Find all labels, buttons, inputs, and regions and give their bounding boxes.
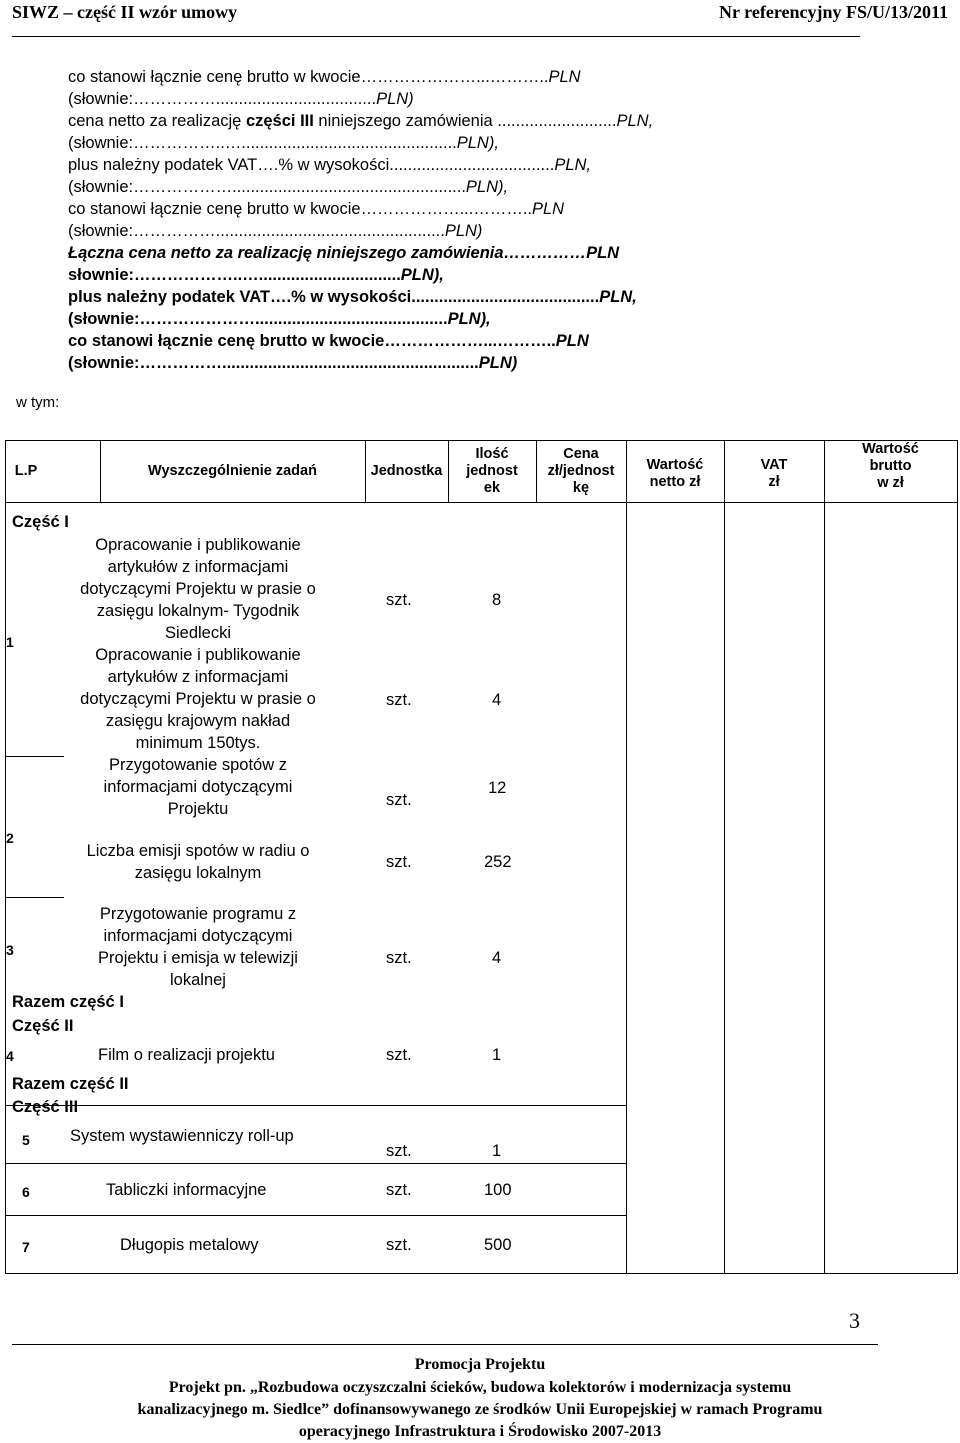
price-line-post: PLN <box>531 200 565 218</box>
grid-line <box>6 1105 626 1106</box>
header-unit: Jednostka <box>370 463 443 479</box>
grid-line <box>824 441 825 1273</box>
desc-line: dotyczącymi Projektu w prasie o <box>80 580 316 598</box>
price-line-pre: co stanowi łącznie cenę brutto w kwocie <box>68 332 385 350</box>
item-3-unit: szt. <box>386 949 412 967</box>
item-1a-qty: 8 <box>492 591 502 609</box>
grid-line <box>6 1215 626 1216</box>
price-line-post: PLN <box>555 332 589 350</box>
price-line-post: PLN), <box>447 310 491 328</box>
desc-line: lokalnej <box>170 971 226 989</box>
desc-line: zasięgu lokalnym- Tygodnik <box>96 602 300 620</box>
header-right: Nr referencyjny FS/U/13/2011 <box>719 2 948 22</box>
header-price-line: kę <box>572 480 590 496</box>
header-net <box>626 457 724 491</box>
price-line <box>68 132 499 154</box>
desc-line: Liczba emisji spotów w radiu o <box>86 842 310 860</box>
header-left: SIWZ – część II wzór umowy <box>12 2 238 22</box>
price-line-pre: plus należny podatek VAT….% w wysokości <box>68 288 412 306</box>
sum-part-2: Razem część II <box>12 1075 129 1093</box>
price-line-dots: …………………...……….. <box>360 68 549 86</box>
item-1b-desc <box>62 644 334 754</box>
header-gross-line: w zł <box>877 475 904 491</box>
part-2-label: Część II <box>12 1017 74 1035</box>
price-line-pre: co stanowi łącznie cenę brutto w kwocie <box>68 68 361 86</box>
price-line-dots: ………………...……….. <box>384 332 556 350</box>
footer-line-3: kanalizacyjnego m. Siedlce” dofinansowywanego ze środków Unii Europejskiej w ramach Programu <box>137 1401 823 1418</box>
price-line-strong: części III <box>245 112 314 130</box>
price-line-dots: …………… <box>503 244 587 262</box>
price-line-post: PLN, <box>554 156 592 174</box>
header-gross-line: Wartość <box>862 441 919 457</box>
header-qty <box>448 446 536 497</box>
row-lp-7: 7 <box>22 1239 30 1255</box>
header-gross-line: brutto <box>869 458 912 474</box>
price-line-post: PLN), <box>465 178 509 196</box>
desc-line: Siedlecki <box>164 624 232 642</box>
footer-rule <box>12 1344 878 1345</box>
item-4-desc: Film o realizacji projektu <box>98 1046 275 1064</box>
price-line-dots: ......................................... <box>411 288 600 306</box>
task-table <box>5 440 958 1274</box>
grid-line <box>6 502 957 503</box>
price-line-dots: ……………........................................................ <box>139 354 479 372</box>
price-line <box>68 176 508 198</box>
item-7-qty: 500 <box>484 1236 512 1254</box>
item-3-qty: 4 <box>492 949 502 967</box>
item-2b-unit: szt. <box>386 853 412 871</box>
price-line-pre: (słownie: <box>68 354 140 372</box>
header-qty-line: Ilość <box>475 446 509 462</box>
part-1-label: Część I <box>12 513 69 531</box>
price-line <box>68 110 653 132</box>
price-line-dots: …………….................................................. <box>133 222 445 240</box>
desc-line: Projektu <box>167 800 229 818</box>
price-line-post: PLN) <box>478 354 518 372</box>
header-price <box>536 446 626 497</box>
row-lp-1: 1 <box>6 634 14 650</box>
item-2b-desc <box>62 840 334 884</box>
header-vat <box>724 457 824 491</box>
desc-line: Przygotowanie spotów z <box>109 756 287 774</box>
row-lp-4: 4 <box>6 1048 14 1064</box>
header-vat-line: zł <box>768 474 780 490</box>
price-line-dots: ………………….......................................... <box>139 310 448 328</box>
price-line-dots: .......................... <box>497 112 617 130</box>
item-5-qty: 1 <box>492 1142 502 1160</box>
grid-line <box>6 897 64 898</box>
row-lp-2: 2 <box>6 830 14 846</box>
price-line-pre: cena netto za realizację <box>68 112 246 130</box>
header-desc: Wyszczególnienie zadań <box>148 463 317 479</box>
price-line <box>68 198 564 220</box>
desc-line: Przygotowanie programu z <box>99 905 297 923</box>
price-line-post: PLN, <box>616 112 654 130</box>
price-line-post: PLN) <box>444 222 483 240</box>
price-line <box>68 352 517 374</box>
desc-line: informacjami dotyczącymi <box>103 778 293 796</box>
header-rule <box>12 36 860 37</box>
item-1a-desc <box>62 534 334 644</box>
price-line-dots: ………………...……….. <box>360 200 532 218</box>
price-line-dots: ………………..…............................... <box>134 266 401 284</box>
item-5-unit: szt. <box>386 1142 412 1160</box>
price-line <box>68 220 482 242</box>
grid-line <box>6 1163 626 1164</box>
item-2a-unit: szt. <box>386 791 412 809</box>
price-line-dots: ……………................................... <box>133 90 377 108</box>
price-line-pre: (słownie: <box>68 310 140 328</box>
item-2a-qty: 12 <box>488 779 507 797</box>
desc-line: informacjami dotyczącymi <box>103 927 293 945</box>
item-5-desc: System wystawienniczy roll-up <box>70 1127 294 1145</box>
price-line-post: PLN) <box>376 90 414 108</box>
item-1b-qty: 4 <box>492 691 502 709</box>
price-line-pre: słownie: <box>68 266 135 284</box>
price-line-dots: .................................... <box>389 156 555 174</box>
desc-line: Opracowanie i publikowanie <box>95 536 301 554</box>
price-line <box>68 264 444 286</box>
page-header <box>12 2 948 32</box>
header-qty-line: ek <box>483 480 501 496</box>
price-line-dots: ………………................................................... <box>133 178 466 196</box>
item-6-unit: szt. <box>386 1181 412 1199</box>
price-line <box>68 242 619 264</box>
price-line-post: PLN), <box>400 266 444 284</box>
row-lp-3: 3 <box>6 942 14 958</box>
item-1b-unit: szt. <box>386 691 412 709</box>
price-line <box>68 286 637 308</box>
price-line-post: PLN <box>548 68 581 86</box>
desc-line: Projektu i emisja w telewizji <box>98 949 298 967</box>
sum-part-1: Razem część I <box>12 993 124 1011</box>
header-net-line: Wartość <box>646 457 704 473</box>
desc-line: dotyczącymi Projektu w prasie o <box>80 690 316 708</box>
footer-line-2: Projekt pn. „Rozbudowa oczyszczalni ścieków, budowa kolektorów i modernizacja systemu <box>168 1379 792 1396</box>
price-line-mid: niniejszego zamówienia <box>313 112 498 130</box>
price-line <box>68 308 491 330</box>
footer-line-1: Promocja Projektu <box>414 1356 546 1373</box>
price-line-pre: (słownie: <box>68 134 134 152</box>
grid-line <box>724 441 725 1273</box>
price-line-pre: (słownie: <box>68 90 134 108</box>
header-net-line: netto zł <box>649 474 701 490</box>
price-line-post: PLN, <box>599 288 637 306</box>
item-2b-qty: 252 <box>484 853 512 871</box>
price-line <box>68 154 591 176</box>
item-4-unit: szt. <box>386 1046 412 1064</box>
price-line <box>68 66 581 88</box>
price-line <box>68 330 589 352</box>
desc-line: zasięgu krajowym nakład <box>105 712 291 730</box>
w-tym-label: w tym: <box>16 394 60 411</box>
header-vat-line: VAT <box>760 457 788 473</box>
header-lp: L.P <box>14 463 38 479</box>
header-price-line: Cena <box>563 446 599 462</box>
price-line-dots: ……………..…............................................... <box>133 134 457 152</box>
grid-line <box>6 756 64 757</box>
part-3-label: Część III <box>12 1098 79 1116</box>
price-line-pre: Łączna cena netto za realizację niniejszego zamówienia <box>68 244 504 262</box>
item-1a-unit: szt. <box>386 591 412 609</box>
item-3-desc <box>62 903 334 991</box>
desc-line: minimum 150tys. <box>135 734 261 752</box>
price-line-pre: co stanowi łącznie cenę brutto w kwocie <box>68 200 361 218</box>
price-line-pre: (słownie: <box>68 178 134 196</box>
price-line-post: PLN), <box>456 134 499 152</box>
item-7-unit: szt. <box>386 1236 412 1254</box>
row-lp-5: 5 <box>22 1132 30 1148</box>
desc-line: zasięgu lokalnym <box>134 864 262 882</box>
item-4-qty: 1 <box>492 1046 502 1064</box>
item-6-desc: Tabliczki informacyjne <box>106 1181 267 1199</box>
price-line-pre: plus należny podatek VAT….% w wysokości <box>68 156 390 174</box>
item-7-desc: Długopis metalowy <box>120 1236 259 1254</box>
price-line-post: PLN <box>586 244 620 262</box>
header-price-line: zł/jednost <box>547 463 615 479</box>
price-line-pre: (słownie: <box>68 222 134 240</box>
row-lp-6: 6 <box>22 1184 30 1200</box>
desc-line: artykułów z informacjami <box>107 558 289 576</box>
desc-line: Opracowanie i publikowanie <box>95 646 301 664</box>
header-gross <box>824 441 957 492</box>
item-2a-desc <box>62 754 334 820</box>
desc-line: artykułów z informacjami <box>107 668 289 686</box>
page-number: 3 <box>849 1308 860 1333</box>
footer-line-4: operacyjnego Infrastruktura i Środowisko 2007-2013 <box>298 1423 662 1440</box>
header-qty-line: jednost <box>466 463 518 479</box>
price-line <box>68 88 414 110</box>
item-6-qty: 100 <box>484 1181 512 1199</box>
grid-line <box>626 441 627 1273</box>
